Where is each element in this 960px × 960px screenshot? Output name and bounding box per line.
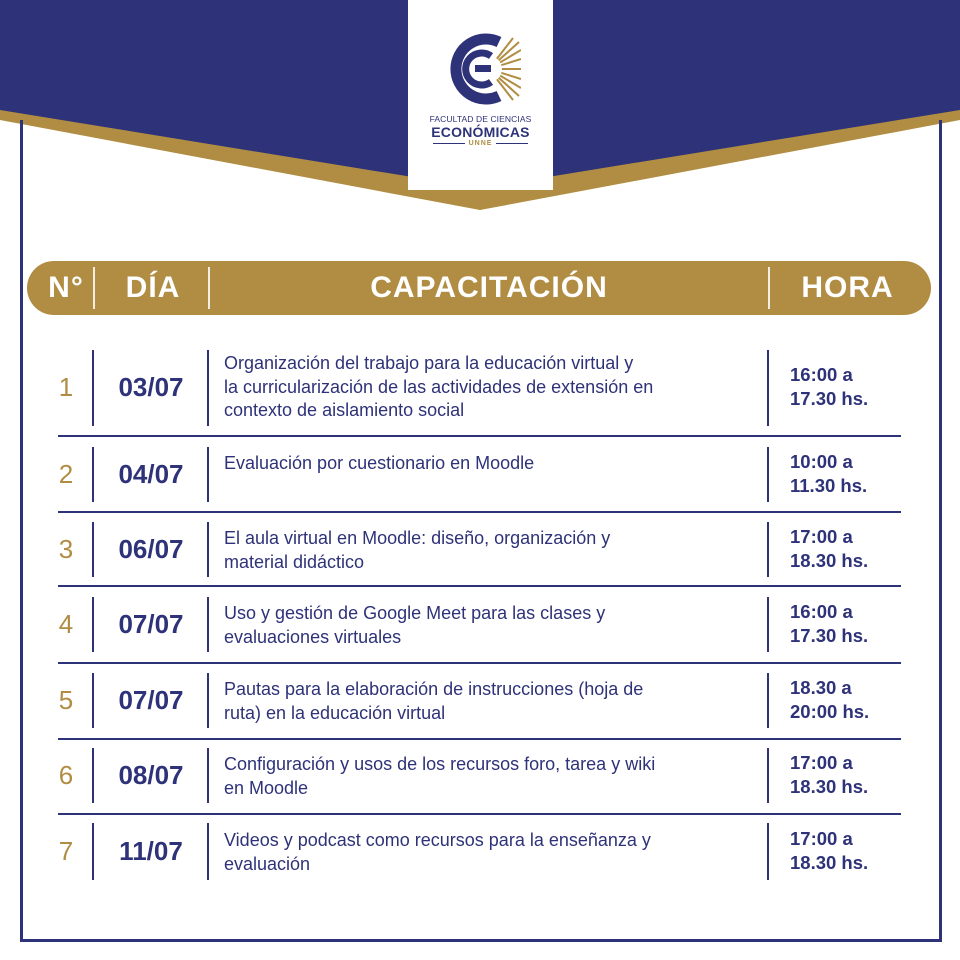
column-separator: [767, 447, 769, 502]
row-divider: [58, 662, 901, 664]
table-row: [0, 447, 960, 502]
description-line: El aula virtual en Moodle: diseño, organización y: [224, 528, 611, 548]
time-start: 10:00 a: [790, 451, 853, 472]
column-separator: [92, 748, 94, 803]
header-training: CAPACITACIÓN: [370, 271, 608, 304]
row-day: 07/07: [118, 685, 184, 715]
header-day: DÍA: [125, 271, 181, 304]
time-end: 18.30 hs.: [790, 549, 869, 571]
time-start: 17:00 a: [790, 828, 853, 849]
description-line: Uso y gestión de Google Meet para las clases y: [224, 603, 606, 623]
description-line: en Moodle: [224, 777, 309, 798]
faculty-logo: [408, 0, 553, 190]
row-time: [790, 751, 930, 798]
row-day: 07/07: [118, 609, 184, 639]
column-separator: [767, 350, 769, 426]
row-number: 1: [58, 372, 74, 402]
row-description: [224, 527, 759, 574]
logo-text-faculty: FACULTAD DE CIENCIAS: [429, 114, 532, 124]
row-day: 04/07: [118, 459, 184, 489]
time-end: 11.30 hs.: [790, 474, 868, 496]
description-line: Videos y podcast como recursos para la enseñanza y: [224, 830, 651, 850]
header-time: HORA: [801, 271, 894, 304]
column-separator: [207, 748, 209, 803]
description-line: Configuración y usos de los recursos foro, tarea y wiki: [224, 754, 656, 774]
row-description: [224, 829, 759, 876]
row-day: 06/07: [118, 534, 184, 564]
row-description: [224, 753, 759, 800]
time-end: 20:00 hs.: [790, 700, 870, 722]
column-separator: [207, 350, 209, 426]
time-start: 18.30 a: [790, 677, 852, 698]
column-separator: [767, 522, 769, 577]
row-time: [790, 363, 930, 410]
time-start: 17:00 a: [790, 752, 853, 773]
time-end: 17.30 hs.: [790, 624, 869, 646]
table-row: [0, 673, 960, 728]
row-number: 6: [58, 760, 74, 790]
row-time: [790, 600, 930, 647]
column-separator: [207, 597, 209, 652]
description-line: Pautas para la elaboración de instrucciones (hoja de: [224, 679, 644, 699]
time-start: 16:00 a: [790, 364, 853, 385]
row-number: 7: [58, 836, 74, 866]
row-divider: [58, 585, 901, 587]
row-number: 3: [58, 534, 74, 564]
column-separator: [767, 823, 769, 880]
table-row: [0, 748, 960, 803]
row-time: [790, 525, 930, 572]
column-separator: [92, 823, 94, 880]
time-start: 16:00 a: [790, 601, 853, 622]
row-number: 2: [58, 459, 74, 489]
row-number: 5: [58, 685, 74, 715]
row-number: 4: [58, 609, 74, 639]
time-end: 17.30 hs.: [790, 387, 869, 409]
table-header: [27, 261, 931, 315]
table-row: [0, 522, 960, 577]
row-time: [790, 450, 930, 497]
description-line: la curricularización de las actividades de extensión en: [224, 376, 654, 397]
row-description: [224, 602, 759, 649]
column-separator: [92, 522, 94, 577]
row-day: 08/07: [118, 760, 184, 790]
column-separator: [207, 522, 209, 577]
header-num: N°: [48, 271, 84, 304]
description-line: evaluación: [224, 853, 311, 874]
column-separator: [92, 447, 94, 502]
table-row: [0, 597, 960, 652]
row-day: 11/07: [119, 836, 183, 866]
row-description: [224, 452, 759, 476]
description-line: contexto de aislamiento social: [224, 400, 465, 420]
header-separator: [93, 267, 95, 309]
logo-emblem-icon: [441, 30, 521, 108]
logo-text-economicas: ECONÓMICAS: [431, 124, 530, 140]
column-separator: [207, 447, 209, 502]
row-day: 03/07: [118, 372, 184, 402]
row-time: [790, 676, 930, 723]
column-separator: [92, 350, 94, 426]
description-line: Organización del trabajo para la educación virtual y: [224, 353, 634, 373]
row-time: [790, 827, 930, 874]
row-description: [224, 678, 759, 725]
column-separator: [207, 673, 209, 728]
row-divider: [58, 435, 901, 437]
row-divider: [58, 511, 901, 513]
table-row: [0, 823, 960, 880]
time-end: 18.30 hs.: [790, 851, 869, 873]
description-line: evaluaciones virtuales: [224, 626, 402, 647]
description-line: Evaluación por cuestionario en Moodle: [224, 453, 535, 473]
table-row: [0, 350, 960, 426]
row-divider: [58, 813, 901, 815]
column-separator: [207, 823, 209, 880]
logo-text-unne: UNNE: [433, 140, 529, 147]
column-separator: [767, 748, 769, 803]
description-line: ruta) en la educación virtual: [224, 702, 446, 723]
row-divider: [58, 738, 901, 740]
column-separator: [92, 597, 94, 652]
column-separator: [92, 673, 94, 728]
column-separator: [767, 673, 769, 728]
description-line: material didáctico: [224, 551, 365, 572]
column-separator: [767, 597, 769, 652]
row-description: [224, 352, 759, 423]
time-start: 17:00 a: [790, 526, 853, 547]
time-end: 18.30 hs.: [790, 775, 869, 797]
